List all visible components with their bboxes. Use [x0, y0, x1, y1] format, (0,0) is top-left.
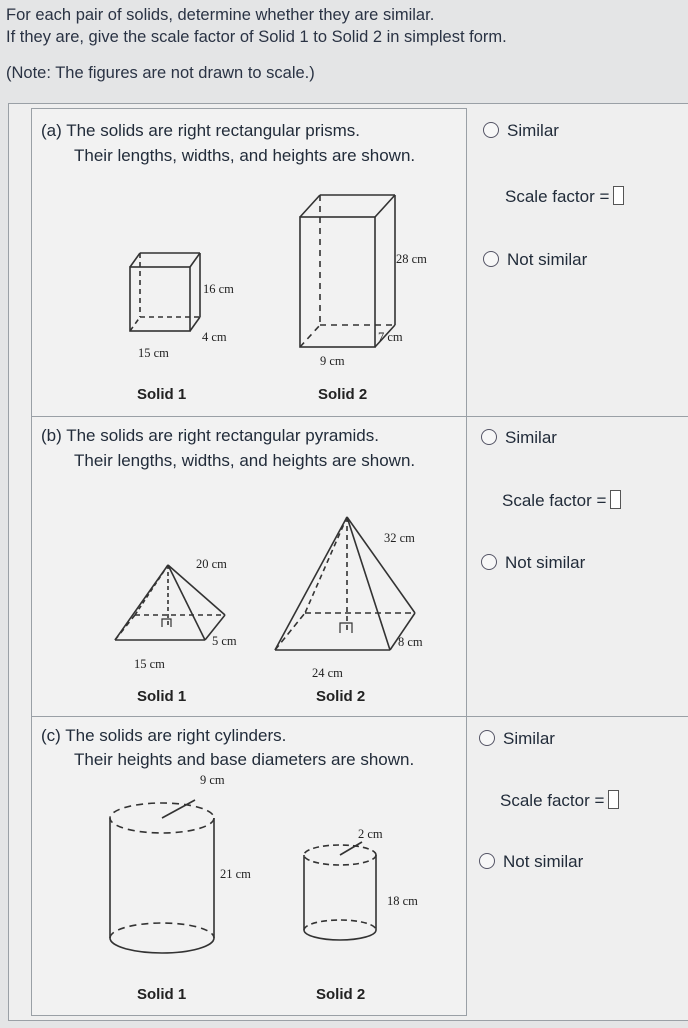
b-s2-height: 32 cm — [384, 531, 415, 545]
c-s2-height: 18 cm — [387, 894, 418, 908]
b-similar-radio[interactable] — [481, 429, 497, 445]
b-s1-width: 5 cm — [212, 634, 237, 648]
pyramid-solid-1 — [115, 565, 225, 640]
part-a-figures — [100, 185, 460, 385]
prism-solid-1 — [130, 253, 200, 331]
b-solid-2-label: Solid 2 — [316, 688, 366, 705]
c-scale-factor-input[interactable] — [608, 790, 619, 809]
b-solid-1-label: Solid 1 — [137, 688, 187, 705]
part-c-title-1: (c) The solids are right cylinders. — [41, 726, 287, 745]
c-similar-option[interactable]: Similar — [479, 729, 555, 749]
c-scale-factor: Scale factor = — [500, 790, 619, 811]
a-scale-factor-input[interactable] — [613, 186, 624, 205]
cylinder-solid-2 — [304, 842, 376, 940]
part-c-figures — [100, 770, 460, 985]
part-b-title-2: Their lengths, widths, and heights are shown. — [74, 451, 416, 470]
a-not-similar-option[interactable]: Not similar — [483, 250, 587, 270]
c-solid-2-label: Solid 2 — [316, 986, 366, 1003]
c-not-similar-radio[interactable] — [479, 853, 495, 869]
a-similar-option[interactable]: Similar — [483, 121, 559, 141]
b-not-similar-option[interactable]: Not similar — [481, 553, 585, 573]
a-s1-length: 15 cm — [138, 346, 169, 360]
part-c-title-2: Their heights and base diameters are shown. — [74, 750, 415, 769]
a-s1-width: 4 cm — [202, 330, 227, 344]
b-scale-factor: Scale factor = — [502, 490, 621, 511]
part-b-figures — [100, 505, 460, 685]
a-similar-radio[interactable] — [483, 122, 499, 138]
a-solid-1-label: Solid 1 — [137, 386, 187, 403]
part-a-title-1: (a) The solids are right rectangular prisms. — [41, 121, 361, 140]
instruction-note: (Note: The figures are not drawn to scale.) — [6, 64, 315, 82]
a-s2-width: 7 cm — [378, 330, 403, 344]
c-similar-radio[interactable] — [479, 730, 495, 746]
instruction-line-2: If they are, give the scale factor of Solid 1 to Solid 2 in simplest form. — [6, 28, 507, 46]
a-not-similar-radio[interactable] — [483, 251, 499, 267]
a-scale-factor: Scale factor = — [505, 186, 624, 207]
c-s1-height: 21 cm — [220, 867, 251, 881]
b-s2-length: 24 cm — [312, 666, 343, 680]
c-not-similar-option[interactable]: Not similar — [479, 852, 583, 872]
a-solid-2-label: Solid 2 — [318, 386, 368, 403]
divider-ab — [31, 416, 688, 417]
a-s2-height: 28 cm — [396, 252, 427, 266]
cylinder-solid-1 — [110, 800, 214, 953]
c-s2-diameter: 2 cm — [358, 827, 383, 841]
c-s1-diameter: 9 cm — [200, 773, 225, 787]
b-not-similar-radio[interactable] — [481, 554, 497, 570]
b-s1-length: 15 cm — [134, 657, 165, 671]
part-a-title-2: Their lengths, widths, and heights are shown. — [74, 146, 416, 165]
b-s1-height: 20 cm — [196, 557, 227, 571]
part-b-title-1: (b) The solids are right rectangular pyramids. — [41, 426, 379, 445]
divider-bc — [31, 716, 688, 717]
a-s1-height: 16 cm — [203, 282, 234, 296]
instruction-line-1: For each pair of solids, determine whether they are similar. — [6, 6, 435, 24]
b-scale-factor-input[interactable] — [610, 490, 621, 509]
c-solid-1-label: Solid 1 — [137, 986, 187, 1003]
a-s2-length: 9 cm — [320, 354, 345, 368]
b-s2-width: 8 cm — [398, 635, 423, 649]
b-similar-option[interactable]: Similar — [481, 428, 557, 448]
prism-solid-2 — [300, 195, 395, 347]
